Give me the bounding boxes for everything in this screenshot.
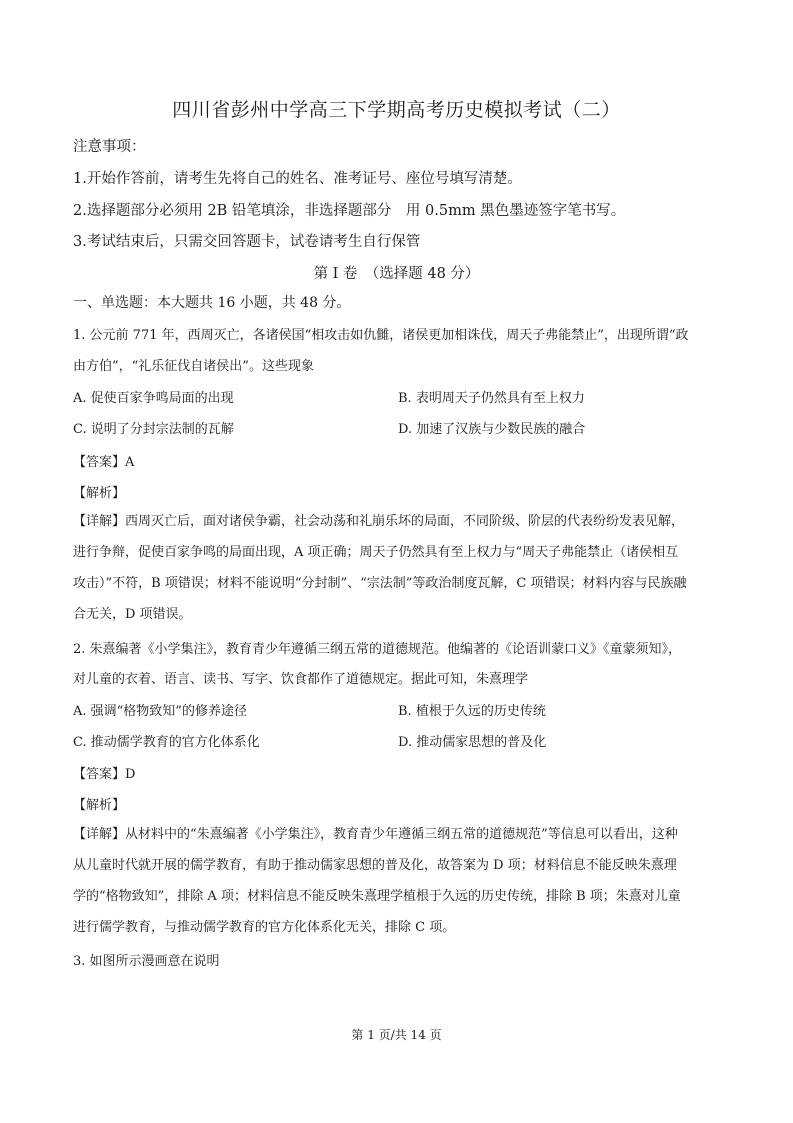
question-stem-line: 由方伯”，“礼乐征伐自诸侯出”。这些现象 — [73, 359, 314, 374]
section-subtitle: 一、单选题：本大题共 16 小题，共 48 分。 — [73, 295, 351, 311]
detail-line: 进行争辩，促使百家争鸣的局面出现，A 项正确；周天子仍然具有至上权力与“周天子弗能禁止（诸侯相互 — [73, 545, 679, 560]
question-stem-line: 对儿童的衣着、语言、读书、写字、饮食都作了道德规定。据此可知，朱熹理学 — [73, 672, 529, 687]
option-b: B. 植根于久远的历史传统 — [398, 704, 546, 719]
detail-explanation — [73, 819, 723, 943]
detail-line: 【详解】西周灭亡后，面对诸侯争霸，社会动荡和礼崩乐坏的局面，不同阶级、阶层的代表纷纷发表见解， — [73, 514, 685, 529]
analysis-label: 【解析】 — [73, 486, 126, 501]
option-c: C. 说明了分封宗法制的瓦解 — [73, 422, 234, 437]
detail-line: 攻击）”不符，B 项错误；材料不能说明“分封制”、“宗法制”等政治制度瓦解，C 项错误；材料内容与民族融 — [73, 576, 687, 591]
option-d: D. 加速了汉族与少数民族的融合 — [398, 422, 586, 437]
option-a: A. 促使百家争鸣局面的出现 — [73, 391, 234, 406]
detail-line: 学的“格物致知”，排除 A 项；材料信息不能反映朱熹理学植根于久远的历史传统，排除 B 项；朱熹对儿童 — [73, 889, 681, 904]
detail-line: 进行儒学教育，与推动儒学教育的官方化体系化无关，排除 C 项。 — [73, 920, 456, 935]
option-d: D. 推动儒家思想的普及化 — [398, 735, 547, 750]
answer-label: 【答案】A — [73, 455, 135, 470]
note-item-3: 3.考试结束后，只需交回答题卡，试卷请考生自行保管 — [73, 234, 421, 250]
notes-heading: 注意事项： — [73, 139, 146, 155]
option-a: A. 强调“格物致知”的修养途径 — [73, 704, 247, 719]
answer-label: 【答案】D — [73, 767, 136, 782]
detail-line: 从儿童时代就开展的儒学教育，有助于推动儒家思想的普及化，故答案为 D 项；材料信息不能反映朱熹理 — [73, 858, 677, 873]
option-c: C. 推动儒学教育的官方化体系化 — [73, 735, 260, 750]
section-title: 第 I 卷 （选择题 48 分） — [313, 266, 480, 282]
note-item-1: 1.开始作答前，请考生先将自己的姓名、准考证号、座位号填写清楚。 — [73, 171, 522, 187]
option-b: B. 表明周天子仍然具有至上权力 — [398, 391, 585, 406]
detail-explanation — [73, 506, 723, 630]
detail-line: 【详解】从材料中的“朱熹编著《小学集注》，教育青少年遵循三纲五常的道德规范”等信息可以看出，这种 — [73, 827, 678, 842]
question-3-stem: 3. 如图所示漫画意在说明 — [73, 954, 220, 969]
page-title: 四川省彭州中学高三下学期高考历史模拟考试（二） — [172, 99, 621, 121]
question-stem-line: 2. 朱熹编著《小学集注》，教育青少年遵循三纲五常的道德规范。他编著的《论语训蒙口义》《童蒙须知》， — [73, 642, 682, 657]
note-item-2: 2.选择题部分必须用 2B 铅笔填涂，非选择题部分 用 0.5mm 黑色墨迹签字笔书写。 — [73, 203, 626, 219]
analysis-label: 【解析】 — [73, 798, 126, 813]
page-footer: 第 1 页/共 14 页 — [351, 1028, 442, 1042]
detail-line: 合无关，D 项错误。 — [73, 607, 192, 622]
question-stem-line: 1. 公元前 771 年，西周灭亡，各诸侯国“相攻击如仇雠，诸侯更加相诛伐，周天子弗能禁止”，出现所谓“政 — [73, 328, 689, 343]
